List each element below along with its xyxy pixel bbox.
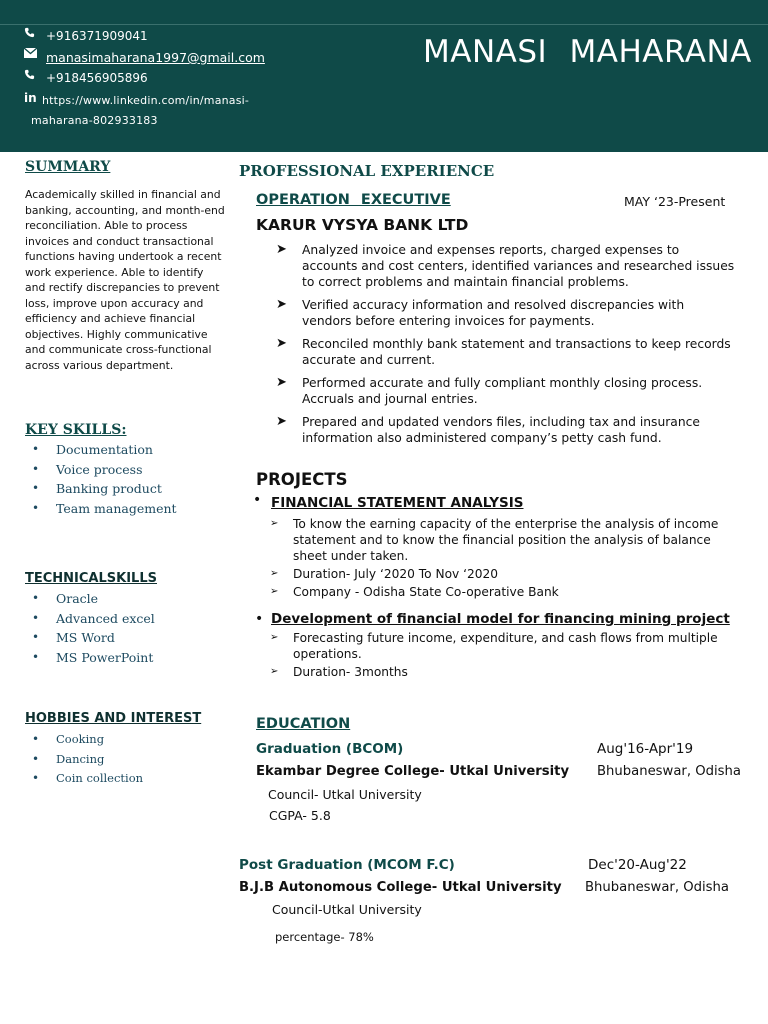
email-link[interactable]: manasimaharana1997@gmail.com <box>46 50 265 65</box>
arrow-bullet-icon: ➤ <box>276 375 287 390</box>
project-bullet-text: Duration- 3months <box>293 665 408 679</box>
arrow-bullet-icon: ➢ <box>270 518 279 529</box>
key-skill-item: • Banking product <box>32 479 177 499</box>
experience-bullet-text: Analyzed invoice and expenses reports, charged expenses to accounts and cost centers, identified variances and researched issues to correct problems and maintain financial problems. <box>302 243 735 289</box>
council-text: Council- Utkal University <box>268 787 422 802</box>
degree-date: Aug'16-Apr'19 <box>597 741 694 757</box>
college-name: B.J.B Autonomous College- Utkal University <box>239 880 562 895</box>
bullet-dot-icon: • <box>253 492 262 508</box>
experience-bullet <box>276 242 736 290</box>
key-skill-item: • Team management <box>32 499 177 519</box>
summary-heading: SUMMARY <box>25 159 111 175</box>
arrow-bullet-icon: ➤ <box>276 414 287 429</box>
bullet-dot-icon: • <box>255 611 264 627</box>
hobbies-list <box>32 730 143 789</box>
key-skill-item: • Voice process <box>32 460 177 480</box>
job-date: MAY ‘23-Present <box>624 194 726 209</box>
score-text: percentage- 78% <box>275 930 374 944</box>
project-bullet-text: To know the earning capacity of the enterprise the analysis of income statement and to know the financial position the analysis of balance sheet under taken. <box>293 517 719 563</box>
project-bullet-text: Forecasting future income, expenditure, and cash flows from multiple operations. <box>293 631 718 661</box>
phone2-text: +918456905896 <box>46 71 148 85</box>
linkedin-icon: in <box>24 91 37 105</box>
arrow-bullet-icon: ➤ <box>276 242 287 257</box>
arrow-bullet-icon: ➢ <box>270 666 279 677</box>
arrow-bullet-icon: ➤ <box>276 297 287 312</box>
project-bullet <box>270 630 740 662</box>
experience-bullet-text: Reconciled monthly bank statement and transactions to keep records accurate and current. <box>302 337 731 367</box>
linkedin-url[interactable] <box>31 91 250 131</box>
experience-bullet-text: Prepared and updated vendors files, including tax and insurance information also administered company’s petty cash fund. <box>302 415 700 445</box>
technical-skills-heading: TECHNICALSKILLS <box>25 571 157 586</box>
degree-date: Dec'20-Aug'22 <box>588 857 687 873</box>
header-divider <box>0 24 768 25</box>
phone-icon <box>24 69 38 80</box>
projects-heading: PROJECTS <box>256 470 348 489</box>
project-bullet <box>270 664 740 680</box>
company-name: KARUR VYSYA BANK LTD <box>256 216 469 234</box>
phone-icon <box>24 27 38 38</box>
contact-phone2 <box>24 69 148 88</box>
phone1-text: +916371909041 <box>46 29 148 43</box>
project-bullets <box>270 630 740 682</box>
linkedin-url-line1: https://www.linkedin.com/in/manasi- <box>42 94 250 107</box>
degree-title: Graduation (BCOM) <box>256 741 404 757</box>
experience-bullet-text: Verified accuracy information and resolved discrepancies with vendors before entering invoices for payments. <box>302 298 685 328</box>
experience-bullet-text: Performed accurate and fully compliant monthly closing process. Accruals and journal entries. <box>302 376 703 406</box>
experience-bullet <box>276 414 736 446</box>
arrow-bullet-icon: ➢ <box>270 632 279 643</box>
hobby-item: • Coin collection <box>32 769 143 789</box>
project-bullet <box>270 584 740 600</box>
college-name: Ekambar Degree College- Utkal University <box>256 764 570 779</box>
arrow-bullet-icon: ➤ <box>276 336 287 351</box>
key-skills-list <box>32 440 177 518</box>
technical-skills-list <box>32 589 155 667</box>
college-location: Bhubaneswar, Odisha <box>597 764 741 779</box>
contact-linkedin <box>24 91 249 131</box>
project-bullet-text: Company - Odisha State Co-operative Bank <box>293 585 559 599</box>
technical-skill-item: • Advanced excel <box>32 609 155 629</box>
job-title: OPERATION EXECUTIVE <box>256 192 451 208</box>
candidate-name: MANASI MAHARANA <box>423 34 752 70</box>
key-skill-item: • Documentation <box>32 440 177 460</box>
arrow-bullet-icon: ➢ <box>270 586 279 597</box>
contact-email <box>24 48 265 67</box>
college-location: Bhubaneswar, Odisha <box>585 880 729 895</box>
linkedin-url-line2: maharana-802933183 <box>31 114 158 127</box>
council-text: Council-Utkal University <box>272 902 422 917</box>
project-bullet-text: Duration- July ‘2020 To Nov ‘2020 <box>293 567 499 581</box>
key-skills-heading: KEY SKILLS: <box>25 422 127 438</box>
technical-skill-item: • Oracle <box>32 589 155 609</box>
experience-bullets <box>276 242 736 453</box>
technical-skill-item: • MS Word <box>32 628 155 648</box>
project-title: Development of financial model for financing mining project <box>271 611 730 627</box>
hobby-item: • Cooking <box>32 730 143 750</box>
project-bullet <box>270 516 740 564</box>
header-band <box>0 0 768 152</box>
experience-bullet <box>276 297 736 329</box>
experience-bullet <box>276 336 736 368</box>
summary-text: Academically skilled in financial and banking, accounting, and month-end reconciliation. Able to process invoices and conduct transactional functions having undertook a recent work experience. Able to identify and rectify discrepancies to prevent loss, improve upon accuracy and efficiency and achieve financial objectives. Highly communicative and communicate cross-functional across various department. <box>25 188 225 372</box>
project-title: FINANCIAL STATEMENT ANALYSIS <box>271 495 524 511</box>
education-heading: EDUCATION <box>256 716 351 732</box>
arrow-bullet-icon: ➢ <box>270 568 279 579</box>
technical-skill-item: • MS PowerPoint <box>32 648 155 668</box>
hobby-item: • Dancing <box>32 750 143 770</box>
contact-phone1 <box>24 27 148 46</box>
hobbies-heading: HOBBIES AND INTEREST <box>25 711 202 726</box>
score-text: CGPA- 5.8 <box>269 808 331 823</box>
degree-title: Post Graduation (MCOM F.C) <box>239 857 455 873</box>
project-bullets <box>270 516 740 602</box>
project-bullet <box>270 566 740 582</box>
experience-bullet <box>276 375 736 407</box>
experience-heading: PROFESSIONAL EXPERIENCE <box>239 162 495 180</box>
mail-icon <box>24 48 38 58</box>
